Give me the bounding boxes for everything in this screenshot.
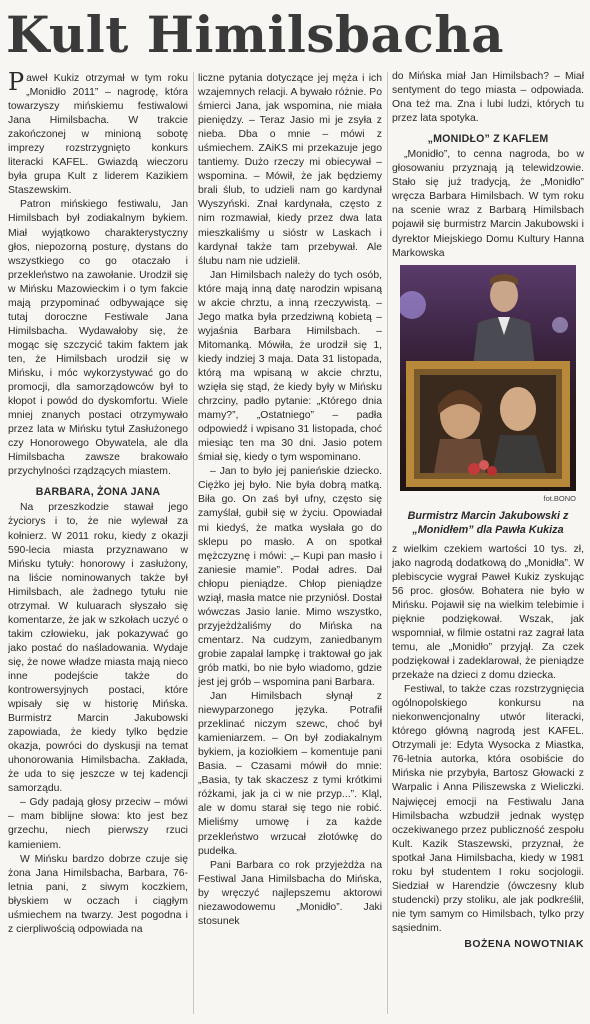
stage-light bbox=[400, 291, 426, 319]
paragraph: z wielkim czekiem wartości 10 tys. zł, jako nagrodą dodatkową do „Monidła”. W plebiscycie wygrał Paweł Kukiz zyskując 56 proc. głosów. Bohatera nie było w Mińsku. Pojawił się na wielkim telebimie i pięknie podziękował. Wszak, jak wspomniał, w filmie ostatni raz zagrał lata temu, ale „Monidło” przyjął. Za czek podziękował i zadeklarował, że pieniądze przekaże na dzieci z domu dziecka. bbox=[392, 543, 584, 682]
flower bbox=[487, 466, 497, 476]
photo-caption: Burmistrz Marcin Jakubowski z „Monidłem” dla Pawła Kukiza bbox=[407, 509, 569, 536]
stage-light bbox=[552, 317, 568, 333]
photo-illustration bbox=[400, 265, 576, 491]
article-column-3 bbox=[392, 70, 584, 1024]
column-divider bbox=[193, 72, 194, 1014]
paragraph: Na przeszkodzie stawał jego życiorys i to, że nie wylewał za kołnierz. W 2011 roku, kiedy z okazji 590-lecia miasta przyznawano w Mińsku tytuły: honorowy i zasłużony, na liście nominowanych także był Himilsbach, ale żadnego tytułu nie otrzymał. W kuluarach słyszało się komentarze, że jak w szkołach uczyć o takim człowieku, jak pokazywać go jako postać do naśladowania. Wydaje się, że nowe władze miasta mają nieco inne podejście także do kontrowersyjnych postaci, które wpisały się w historię Mińska. Burmistrz Marcin Jakubowski zapowiada, że kiedy tylko będzie okazja, powróci do dyskusji na temat uhonorowania Himilsbacha. Zakłada, że uda to się jeszcze w tej kadencji samorządu. bbox=[8, 502, 188, 795]
paragraph: Jan Himilsbach należy do tych osób, które mają inną datę narodzin wpisaną w akcie chrztu, a inną rzeczywistą. – Jego matka była przedziwną kobietą – wyjaśnia Barbara Himilsbach. – Mitomanką. Mówiła, że urodził się 1, kiedy indziej 3 maja. Data 31 listopada, którą ma wpisaną w akcie chrztu, wzięła się stąd, że kiedy były w Mińsku chrzciny, padło pytanie: „Którego dnia mamy?”, „Ostatniego” – padła odpowiedź i wpisano 31 listopada, choć miesiąc ten ma 30 dni. Jasio potem śmiał się, kiedy o tym wspominano. bbox=[198, 269, 382, 464]
lead-text: aweł Kukiz otrzymał w tym roku „Monidło 2011” – nagrodę, która towarzyszy mińskiemu festiwalowi Jana Himilsbacha. W trakcie zakończonej w minioną sobotę imprezy rozstrzygnięto konkurs literacki KAFEL. Gwiazdą wieczoru była grupa Kult z liderem Kazikiem Staszewskim. bbox=[8, 73, 188, 197]
paragraph: „Monidło”, to cenna nagroda, bo w głosowaniu przyznają ją telewidzowie. Stało się już tradycją, że „Monidło” wręcza Barbara Himilsbach. W tym roku na scenie wraz z Barbarą Himilsbach pojawił się burmistrz Marcin Jakubowski i dyrektor Miejskiego Domu Kultury Hanna Markowska bbox=[392, 149, 584, 259]
paragraph: Festiwal, to także czas rozstrzygnięcia ogólnopolskiego konkursu na niekonwencjonalny utwór literacki, którego główną nagrodą jest KAFEL. Otrzymali je: Edyta Wysocka z Miastka, 76-letnia autorka, która osobiście do Mińska nie przybyła, Bartosz Głowacki z Warpalic i Anna Piliszewska z Wieliczki. Najwięcej emocji na Festiwalu Jana Himilsbacha wzbudził jednak występ oczekiwanego przez publiczność zespołu Kult. Kazik Staszewski, przyznał, że spotkał Jana Himilsbacha, kiedy w 1981 roku był studentem I roku socjologii. Siedział w Harendzie (ówczesny klub studencki) przy stoliku, ale jak podkreślił, nie tym samym co Himilsbach, tylko przy sąsiednim. bbox=[392, 684, 584, 934]
article-headline: Kult Himilsbacha bbox=[6, 5, 505, 64]
paragraph: Pani Barbara co rok przyjeżdża na Festiwal Jana Himilsbacha do Mińska, by wręczyć najlepszemu aktorowi niezawodowemu „Monidło”. Jaki stosunek bbox=[198, 859, 382, 927]
paragraph: – Jan to było jej panieńskie dziecko. Ciężko jej było. Nie była dobrą matką. Biła go. On zaś był ufny, często się zamyślał, gubił się w życiu. Opowiadał mi kiedyś, że matka wysłała go do sklepu po masło. A on spotkał mężczyznę i mówi: „– Kupi pan masło i zaniesie mamie”. Podał adres. Dał chłopu pieniądze. Chłop pieniądze wziął, masła matce nie przyniósł. Dostał wówczas Jasio lanie. Mimo wszystko, przyjeżdżaliśmy do Mińska na cmentarz. Na cudzym, zaniedbanym grobie zapalał lampkę i traktował go jak grób matki, bo nie było wiadomo, gdzie jest jej grób – wspomina pani Barbara. bbox=[198, 466, 382, 689]
paragraph: W Mińsku bardzo dobrze czuje się żona Jana Himilsbacha, Barbara, 76-letnia pani, z siwym koczkiem, błyskiem w oczach i ciągłym uśmiechem na twarzy. Jest pogodna i z cierpliwością odpowiada na bbox=[8, 853, 188, 935]
paragraph: liczne pytania dotyczące jej męża i ich wzajemnych relacji. A bywało różnie. Po śmierci Jana, jak wspomina, nie miała pieniędzy. – Teraz Jasio mi je zsyła z nieba. Dba o mnie – mówi z uśmiechem. ZAiKS mi przekazuje jego tantiemy. Dużo rzeczy mi obiecywał – wspomina. – Mówił, że jak będziemy brali ślub, to udzieli nam go kardynał Wyszyński. Znał kardynała, często z nim rozmawiał, kiedy przez dwa lata mieszkaliśmy u sióstr w Laskach i kardynał także tam przebywał. Ale ślubu nam nie udzielił. bbox=[198, 73, 382, 267]
flower bbox=[479, 460, 489, 470]
photo-credit: fot.BONO bbox=[543, 493, 576, 503]
author-signature: BOŻENA NOWOTNIAK bbox=[464, 938, 584, 950]
portrait-face-man bbox=[500, 387, 536, 431]
paragraph: Jan Himilsbach słynął z niewyparzonego języka. Potrafił przeklinać niczym szewc, choć był kamieniarzem. – On był zodiakalnym bykiem, ja koziołkiem – komentuje pani Basia. – Czasami mówił do mnie: „Basia, ty tak skaczesz z tymi krótkimi różkami, jak ja ci w nie przyp...”. Kląl, ale w domu starał się tego nie robić. Mieliśmy umowę i za każde przekleństwo wrzucał złotówkę do pudełka. bbox=[198, 691, 382, 857]
drop-cap: P bbox=[8, 72, 25, 96]
article-column-1 bbox=[8, 72, 188, 1024]
section-heading: „MONIDŁO” Z KAFLEM bbox=[427, 133, 549, 146]
article-column-2 bbox=[198, 72, 382, 1024]
lead-paragraph bbox=[8, 72, 188, 198]
person-head bbox=[490, 278, 518, 312]
paragraph: Patron mińskiego festiwalu, Jan Himilsbach był zodiakalnym bykiem. Miał wyjątkowo charakterystyczny głos, niepozorną posturę, dystans do wszystkiego co go otaczało i przekleństwo na zawołanie. Urodził się w Mińsku Mazowieckim i o tym fakcie mają przypominać odbywające się tutaj doroczne Festiwale Jana Himilsbacha. Wydawałoby się, że mogąc się szczycić takim faktem jak ten, że Himilsbach urodził się w Mińsku, i móc wykorzystywać go do promocji, dla samorządowców był to kłopot i powód do dyskomfortu. Wiele mniej znanych postaci otrzymywało przez lata w Mińsku tytuł Zasłużonego czy Honorowego Obywatela, ale dla Himilsbacha zawsze brakowało przychylności rządzących miastem. bbox=[8, 199, 188, 478]
paragraph: – Gdy padają głosy przeciw – mówi – mam biblijne słowa: kto jest bez grzechu, niech pierwszy rzuci kamieniem. bbox=[8, 797, 188, 851]
article-photo bbox=[400, 265, 576, 491]
paragraph: do Mińska miał Jan Himilsbach? – Miał sentyment do tego miasta – odpowiada. Ona też ma. Zna i lubi ludzi, których tu przez lata spotyka. bbox=[392, 71, 584, 125]
section-heading: BARBARA, ŻONA JANA bbox=[35, 486, 161, 499]
flower bbox=[468, 463, 480, 475]
column-divider bbox=[387, 72, 388, 1014]
